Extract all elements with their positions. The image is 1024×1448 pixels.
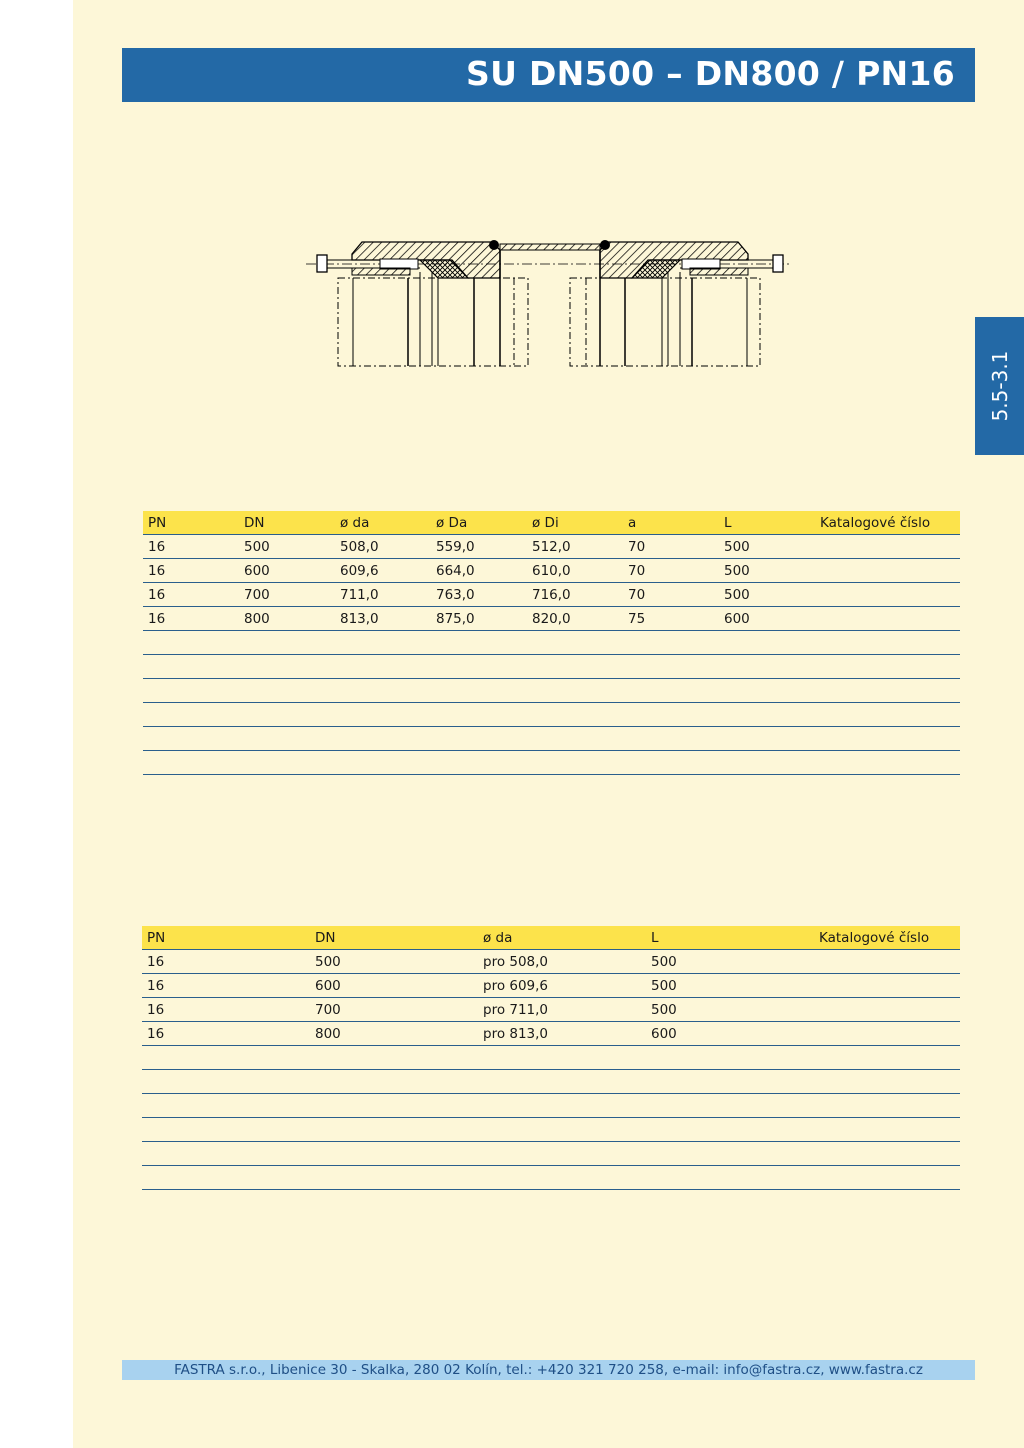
table-cell: 700 bbox=[239, 583, 335, 607]
column-header: ø Da bbox=[431, 511, 527, 535]
table-cell bbox=[478, 1142, 646, 1166]
table-cell bbox=[335, 751, 431, 775]
table-cell bbox=[239, 727, 335, 751]
table-header-row bbox=[142, 926, 960, 950]
table-cell bbox=[623, 703, 719, 727]
table-row bbox=[143, 679, 960, 703]
table-cell: 711,0 bbox=[335, 583, 431, 607]
table-cell bbox=[143, 727, 239, 751]
table-cell bbox=[527, 679, 623, 703]
table-cell: 16 bbox=[143, 607, 239, 631]
table-cell: 500 bbox=[239, 535, 335, 559]
title-bar bbox=[122, 48, 975, 102]
table-cell bbox=[335, 655, 431, 679]
table-cell bbox=[142, 1046, 310, 1070]
table-cell bbox=[239, 703, 335, 727]
table-cell bbox=[814, 1046, 960, 1070]
table-cell bbox=[527, 631, 623, 655]
table-cell bbox=[719, 727, 815, 751]
table-cell bbox=[478, 1118, 646, 1142]
table-cell: 664,0 bbox=[431, 559, 527, 583]
table-cell bbox=[815, 607, 960, 631]
accessories-table bbox=[142, 926, 960, 1190]
table-cell bbox=[239, 679, 335, 703]
table-cell: 70 bbox=[623, 535, 719, 559]
table-cell: 508,0 bbox=[335, 535, 431, 559]
table-cell bbox=[814, 1142, 960, 1166]
table-cell bbox=[646, 1094, 814, 1118]
table-cell: 500 bbox=[310, 950, 478, 974]
table-cell bbox=[527, 751, 623, 775]
table-cell bbox=[142, 1166, 310, 1190]
table-cell: 500 bbox=[719, 583, 815, 607]
table-cell: 610,0 bbox=[527, 559, 623, 583]
table-cell bbox=[814, 1022, 960, 1046]
table-cell bbox=[239, 751, 335, 775]
table-row bbox=[142, 1166, 960, 1190]
table-cell: 875,0 bbox=[431, 607, 527, 631]
table-cell bbox=[142, 1094, 310, 1118]
table-cell bbox=[527, 727, 623, 751]
table-cell bbox=[142, 1142, 310, 1166]
dimensions-table bbox=[143, 511, 960, 775]
table-cell bbox=[814, 1094, 960, 1118]
column-header: ø Di bbox=[527, 511, 623, 535]
table-cell: 16 bbox=[142, 1022, 310, 1046]
section-tab-label: 5.5-3.1 bbox=[987, 350, 1012, 422]
table-cell bbox=[478, 1070, 646, 1094]
table-cell bbox=[431, 655, 527, 679]
column-header: L bbox=[646, 926, 814, 950]
table-cell bbox=[814, 1166, 960, 1190]
table-row bbox=[142, 974, 960, 998]
table-cell: 763,0 bbox=[431, 583, 527, 607]
table-cell bbox=[623, 751, 719, 775]
table-cell: 813,0 bbox=[335, 607, 431, 631]
table-cell: 75 bbox=[623, 607, 719, 631]
table-cell: pro 813,0 bbox=[478, 1022, 646, 1046]
table-cell bbox=[815, 751, 960, 775]
table-cell bbox=[646, 1070, 814, 1094]
table-cell bbox=[814, 1118, 960, 1142]
table-cell: 700 bbox=[310, 998, 478, 1022]
table-cell bbox=[310, 1166, 478, 1190]
table-cell bbox=[239, 655, 335, 679]
table-cell bbox=[142, 1118, 310, 1142]
table-cell bbox=[143, 703, 239, 727]
table-cell: 500 bbox=[646, 974, 814, 998]
table-cell bbox=[815, 631, 960, 655]
table-cell bbox=[527, 703, 623, 727]
table-cell bbox=[335, 727, 431, 751]
page-title: SU DN500 – DN800 / PN16 bbox=[466, 54, 955, 93]
table-cell bbox=[431, 727, 527, 751]
table-cell: 70 bbox=[623, 583, 719, 607]
table-cell: pro 609,6 bbox=[478, 974, 646, 998]
table-cell bbox=[646, 1046, 814, 1070]
column-header: PN bbox=[143, 511, 239, 535]
table-cell bbox=[623, 655, 719, 679]
table-cell bbox=[646, 1166, 814, 1190]
table-cell bbox=[143, 679, 239, 703]
table-cell: 820,0 bbox=[527, 607, 623, 631]
section-tab bbox=[975, 317, 1024, 455]
table-cell bbox=[478, 1166, 646, 1190]
table-cell bbox=[143, 655, 239, 679]
table-row bbox=[143, 727, 960, 751]
table-cell bbox=[815, 679, 960, 703]
table-cell bbox=[310, 1070, 478, 1094]
table-cell bbox=[814, 950, 960, 974]
table-cell: 500 bbox=[719, 535, 815, 559]
table-row bbox=[143, 751, 960, 775]
table-cell: 512,0 bbox=[527, 535, 623, 559]
table-cell: 16 bbox=[142, 974, 310, 998]
table-cell: 600 bbox=[646, 1022, 814, 1046]
table-cell: 600 bbox=[719, 607, 815, 631]
table-cell bbox=[143, 751, 239, 775]
table-cell bbox=[431, 751, 527, 775]
table-row bbox=[143, 607, 960, 631]
table-cell bbox=[815, 583, 960, 607]
table-cell: 16 bbox=[143, 583, 239, 607]
column-header: Katalogové číslo bbox=[814, 926, 960, 950]
table-cell: 600 bbox=[239, 559, 335, 583]
table-cell: 800 bbox=[310, 1022, 478, 1046]
table-cell bbox=[310, 1094, 478, 1118]
table-cell: 16 bbox=[142, 998, 310, 1022]
column-header: PN bbox=[142, 926, 310, 950]
column-header: ø da bbox=[478, 926, 646, 950]
column-header: ø da bbox=[335, 511, 431, 535]
table-cell bbox=[719, 703, 815, 727]
table-cell: 600 bbox=[310, 974, 478, 998]
table-cell bbox=[431, 703, 527, 727]
table-cell bbox=[335, 679, 431, 703]
table-cell bbox=[719, 679, 815, 703]
table-cell: pro 508,0 bbox=[478, 950, 646, 974]
table-cell bbox=[310, 1142, 478, 1166]
table-cell bbox=[814, 998, 960, 1022]
table-cell bbox=[719, 655, 815, 679]
table-row bbox=[143, 631, 960, 655]
table-row bbox=[142, 1070, 960, 1094]
table-cell: 16 bbox=[143, 559, 239, 583]
table-cell bbox=[527, 655, 623, 679]
table-cell: 16 bbox=[142, 950, 310, 974]
table-cell bbox=[815, 703, 960, 727]
table-cell bbox=[143, 631, 239, 655]
table-cell bbox=[431, 631, 527, 655]
table-row bbox=[142, 1094, 960, 1118]
footer-contact: FASTRA s.r.o., Libenice 30 - Skalka, 280 02 Kolín, tel.: +420 321 720 258, e-mail: info@fastra.cz, www.fastra.cz bbox=[122, 1360, 975, 1380]
table-cell bbox=[623, 679, 719, 703]
table-cell bbox=[142, 1070, 310, 1094]
table-cell: pro 711,0 bbox=[478, 998, 646, 1022]
table-row bbox=[142, 1118, 960, 1142]
table-cell bbox=[719, 751, 815, 775]
table-row bbox=[142, 1022, 960, 1046]
table-row bbox=[142, 1142, 960, 1166]
table-cell: 559,0 bbox=[431, 535, 527, 559]
table-row bbox=[143, 655, 960, 679]
column-header: DN bbox=[310, 926, 478, 950]
table-cell: 70 bbox=[623, 559, 719, 583]
table-cell bbox=[623, 631, 719, 655]
table-row bbox=[142, 950, 960, 974]
coupling-cross-section-drawing bbox=[300, 230, 800, 375]
table-cell bbox=[646, 1118, 814, 1142]
table-cell bbox=[478, 1094, 646, 1118]
table-cell bbox=[310, 1046, 478, 1070]
table-cell: 716,0 bbox=[527, 583, 623, 607]
table-cell bbox=[814, 1070, 960, 1094]
table-cell: 609,6 bbox=[335, 559, 431, 583]
table-cell: 500 bbox=[646, 950, 814, 974]
table-row bbox=[142, 1046, 960, 1070]
table-cell bbox=[646, 1142, 814, 1166]
column-header: Katalogové číslo bbox=[815, 511, 960, 535]
table-cell bbox=[815, 655, 960, 679]
table-cell bbox=[239, 631, 335, 655]
table-cell: 500 bbox=[719, 559, 815, 583]
table-row bbox=[143, 535, 960, 559]
table-row bbox=[142, 998, 960, 1022]
table-row bbox=[143, 583, 960, 607]
table-cell bbox=[815, 727, 960, 751]
table-cell: 500 bbox=[646, 998, 814, 1022]
table-cell bbox=[335, 703, 431, 727]
table-row bbox=[143, 703, 960, 727]
table-cell bbox=[815, 559, 960, 583]
table-cell bbox=[431, 679, 527, 703]
table-cell: 16 bbox=[143, 535, 239, 559]
table-cell: 800 bbox=[239, 607, 335, 631]
table-row bbox=[143, 559, 960, 583]
column-header: DN bbox=[239, 511, 335, 535]
table-cell bbox=[623, 727, 719, 751]
table-header-row bbox=[143, 511, 960, 535]
column-header: a bbox=[623, 511, 719, 535]
column-header: L bbox=[719, 511, 815, 535]
table-cell bbox=[310, 1118, 478, 1142]
table-cell bbox=[719, 631, 815, 655]
table-cell bbox=[814, 974, 960, 998]
table-cell bbox=[478, 1046, 646, 1070]
table-cell bbox=[815, 535, 960, 559]
table-cell bbox=[335, 631, 431, 655]
